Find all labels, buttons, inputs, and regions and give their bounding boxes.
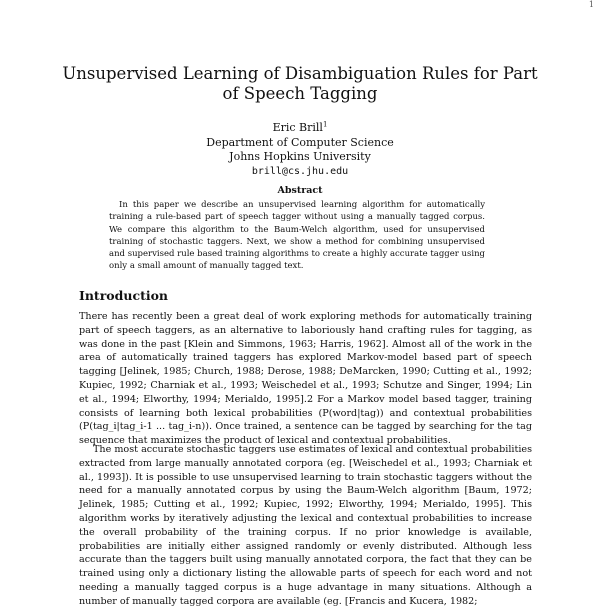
abstract-heading: Abstract bbox=[277, 185, 323, 196]
author-footnote-mark: 1 bbox=[322, 120, 328, 129]
author-name-line bbox=[150, 121, 450, 136]
author-department: Department of Computer Science bbox=[206, 135, 394, 149]
introduction-heading: Introduction bbox=[79, 288, 169, 303]
introduction-paragraph: The most accurate stochastic taggers use estimates of lexical and contextual probabilities extracted from large manually annotated corpora (eg. [Weischedel et al., 1993; Charniak et al., 1993]). It is possible to use unsupervised learning to train stochastic taggers without the need for a manually annotated corpus by using the Baum-Welch algorithm [Baum, 1972; Jelinek, 1985; Cutting et al., 1992; Kupiec, 1992; Elworthy, 1994; Merialdo, 1995]. This algorithm works by iteratively adjusting the lexical and contextual probabilities to increase the overall probability of the training corpus. If no prior knowledge is available, probabilities are initially either assigned randomly or evenly distributed. Although less accurate than the taggers built using manually annotated corpora, the fact that they can be trained using only a dictionary listing the allowable parts of speech for each word and not needing a manually tagged corpus is a huge advantage in many situations. Although a number of manually tagged corpora are available (eg. [Francis and Kucera, 1982; bbox=[79, 444, 532, 607]
author-name: Eric Brill bbox=[272, 121, 323, 134]
paper-title: Unsupervised Learning of Disambiguation Rules for Part of Speech Tagging bbox=[62, 64, 538, 103]
introduction-paragraph: There has recently been a great deal of work exploring methods for automatically training part of speech taggers, as an alternative to laboriously hand crafting rules for tagging, as was done in the past [Klein and Simmons, 1963; Harris, 1962]. Almost all of the work in the area of automatically trained taggers has explored Markov-model based part of speech tagging [Jelinek, 1985; Church, 1988; Derose, 1988; DeMarcken, 1990; Cutting et al., 1992; Kupiec, 1992; Charniak et al., 1993; Weischedel et al., 1993; Schutze and Singer, 1994; Lin et al., 1994; Elworthy, 1994; Merialdo, 1995].2 For a Markov model based tagger, training consists of learning both lexical probabilities (P(word|tag)) and contextual probabilities (P(tag_i|tag_i-1 ... tag_i-n)). Once trained, a sentence can be tagged by searching for the tag sequence that maximizes the product of lexical and contextual probabilities. bbox=[79, 311, 532, 447]
author-university: Johns Hopkins University bbox=[229, 150, 371, 163]
abstract-text: In this paper we describe an unsupervised learning algorithm for automatically training a rule-based part of speech tagger without using a manually tagged corpus. We compare this algorithm to the Baum-Welch algorithm, used for unsupervised training of stochastic taggers. Next, we show a method for combining unsupervised and supervised rule based training algorithms to create a highly accurate tagger using only a small amount of manually tagged text. bbox=[109, 200, 485, 272]
author-block bbox=[150, 121, 450, 179]
author-email: brill@cs.jhu.edu bbox=[251, 165, 349, 177]
page-number: 1 bbox=[588, 0, 594, 9]
